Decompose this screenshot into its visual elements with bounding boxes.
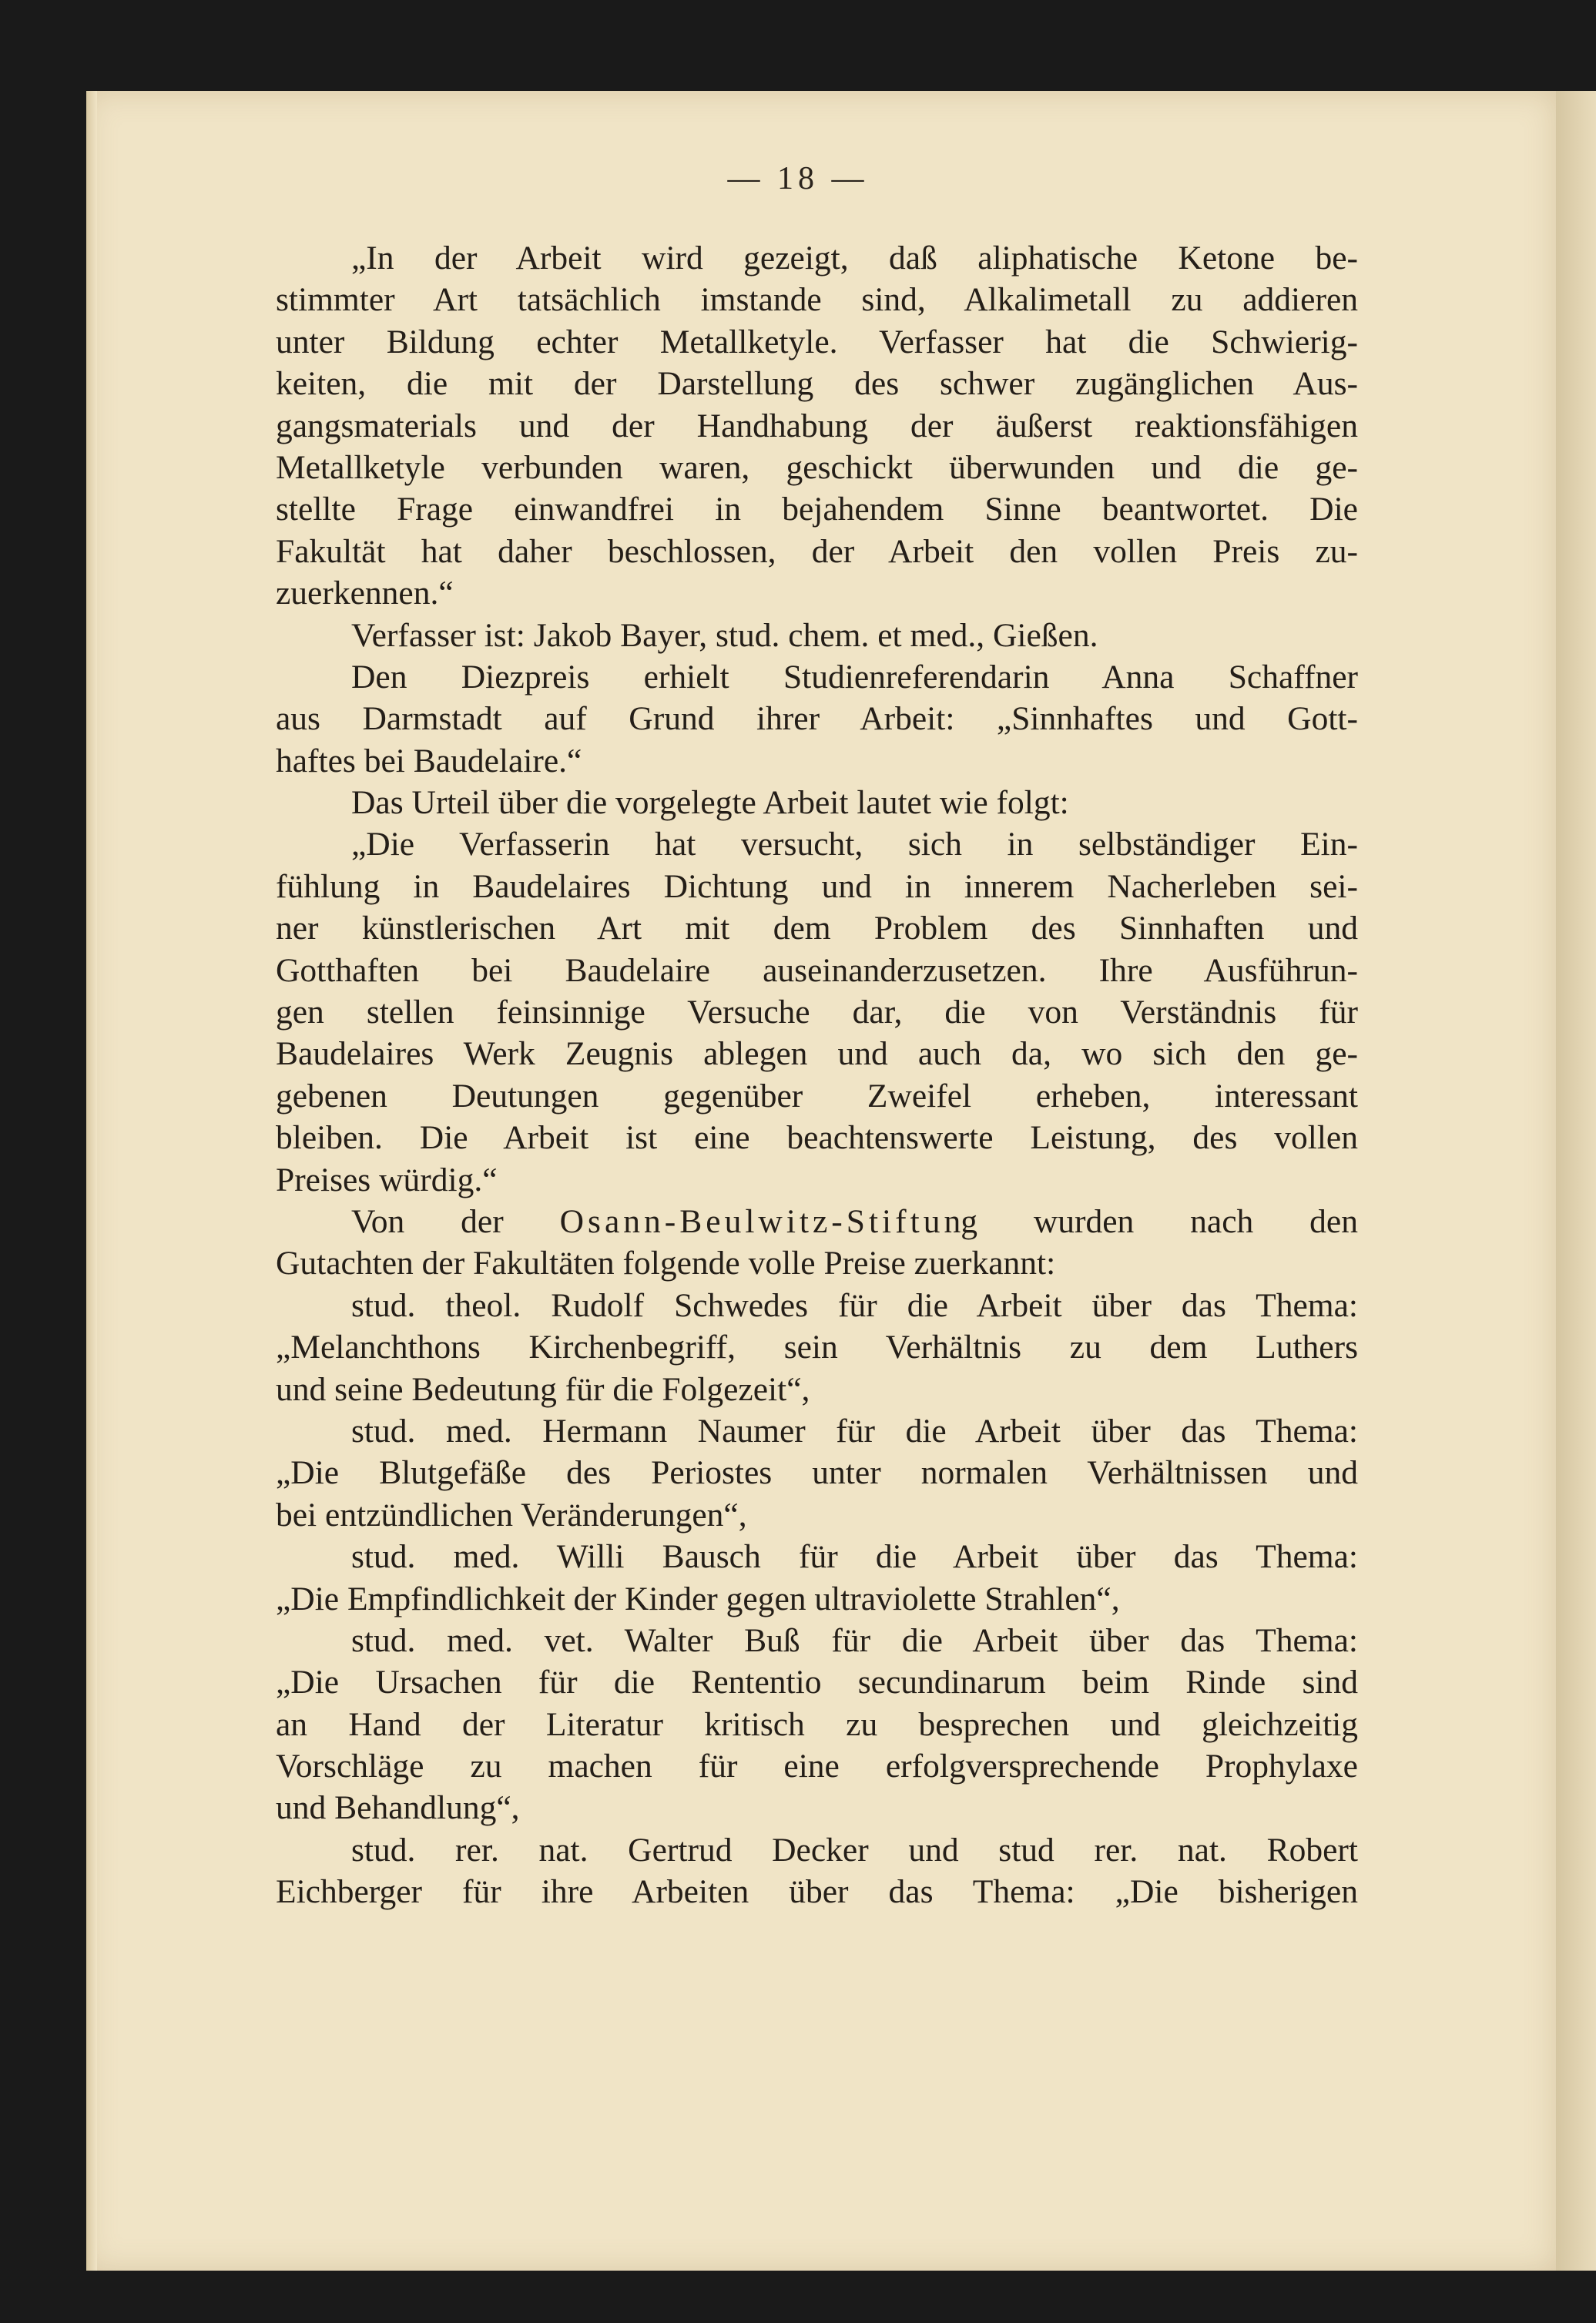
text-line: stud. med. Willi Bausch für die Arbeit über das Thema: [351,1538,1358,1576]
text-line: Gotthaften bei Baudelaire auseinanderzusetzen. Ihre Ausführun- [276,951,1358,989]
text-line: Metallketyle verbunden waren, geschickt überwunden und die ge- [276,448,1358,486]
text-line: Eichberger für ihre Arbeiten über das Thema: „Die bisherigen [276,1873,1358,1911]
text-line: stud. med. Hermann Naumer für die Arbeit über das Thema: [351,1412,1358,1450]
text-line: an Hand der Literatur kritisch zu besprechen und gleichzeitig [276,1705,1358,1743]
text-line: gebenen Deutungen gegenüber Zweifel erheben, interessant [276,1077,1358,1115]
page-number: — 18 — [727,161,869,196]
text-line: „Die Blutgefäße des Periostes unter normalen Verhältnissen und [276,1454,1358,1492]
text-line: gangsmaterials und der Handhabung der äußerst reaktionsfähigen [276,407,1358,444]
text-line: Preises würdig.“ [276,1161,498,1198]
text-line: Baudelaires Werk Zeugnis ablegen und auch da, wo sich den ge- [276,1035,1358,1073]
text-line: „Die Ursachen für die Rententio secundinarum beim Rinde sind [276,1664,1358,1701]
text-line: haftes bei Baudelaire.“ [276,742,582,779]
text-line: stud. theol. Rudolf Schwedes für die Arbeit über das Thema: [351,1286,1358,1324]
text-line: Fakultät hat daher beschlossen, der Arbeit den vollen Preis zu- [276,532,1358,570]
text-line: zuerkennen.“ [276,575,454,612]
text-line: Gutachten der Fakultäten folgende volle Preise zuerkannt: [276,1245,1056,1282]
text-line: und Behandlung“, [276,1789,520,1827]
text-line: stud. rer. nat. Gertrud Decker und stud rer. nat. Robert [351,1831,1358,1869]
text-line: Verfasser ist: Jakob Bayer, stud. chem. et med., Gießen. [351,616,1098,654]
body-text [276,237,1358,1913]
text-line: stellte Frage einwandfrei in bejahendem Sinne beantwortet. Die [276,491,1358,528]
text-line: fühlung in Baudelaires Dichtung und in innerem Nacherleben sei- [276,867,1358,905]
text-line: stimmter Art tatsächlich imstande sind, Alkalimetall zu addieren [276,281,1358,319]
spaced-name: Osann-Beulwitz-Stiftu [559,1202,944,1240]
text-line: Den Diezpreis erhielt Studienreferendarin Anna Schaffner [351,658,1358,696]
text-line: aus Darmstadt auf Grund ihrer Arbeit: „Sinnhaftes und Gott- [276,700,1358,738]
text-line: bei entzündlichen Veränderungen“, [276,1496,747,1534]
text-line: „Die Verfasserin hat versucht, sich in selbständiger Ein- [351,826,1358,863]
text-line: stud. med. vet. Walter Buß für die Arbeit über das Thema: [351,1621,1358,1659]
text-line: Vorschläge zu machen für eine erfolgversprechende Prophylaxe [276,1748,1358,1785]
text-line: bleiben. Die Arbeit ist eine beachtenswerte Leistung, des vollen [276,1119,1358,1157]
text-line: Von der Osann-Beulwitz-Stiftung wurden nach den [351,1202,1358,1240]
page-gutter [86,91,97,2271]
text-line: ner künstlerischen Art mit dem Problem des Sinnhaften und [276,910,1358,947]
text-line: „Melanchthons Kirchenbegriff, sein Verhältnis zu dem Luthers [276,1329,1358,1366]
text-line: unter Bildung echter Metallketyle. Verfasser hat die Schwierig- [276,323,1358,360]
text-line: „Die Empfindlichkeit der Kinder gegen ultraviolette Strahlen“, [276,1580,1120,1617]
text-line: „In der Arbeit wird gezeigt, daß aliphatische Ketone be- [351,240,1358,277]
text-line: Das Urteil über die vorgelegte Arbeit lautet wie folgt: [351,784,1069,822]
text-line: und seine Bedeutung für die Folgezeit“, [276,1370,810,1408]
text-line: gen stellen feinsinnige Versuche dar, die von Verständnis für [276,994,1358,1031]
text-line: keiten, die mit der Darstellung des schwer zugänglichen Aus- [276,365,1358,403]
